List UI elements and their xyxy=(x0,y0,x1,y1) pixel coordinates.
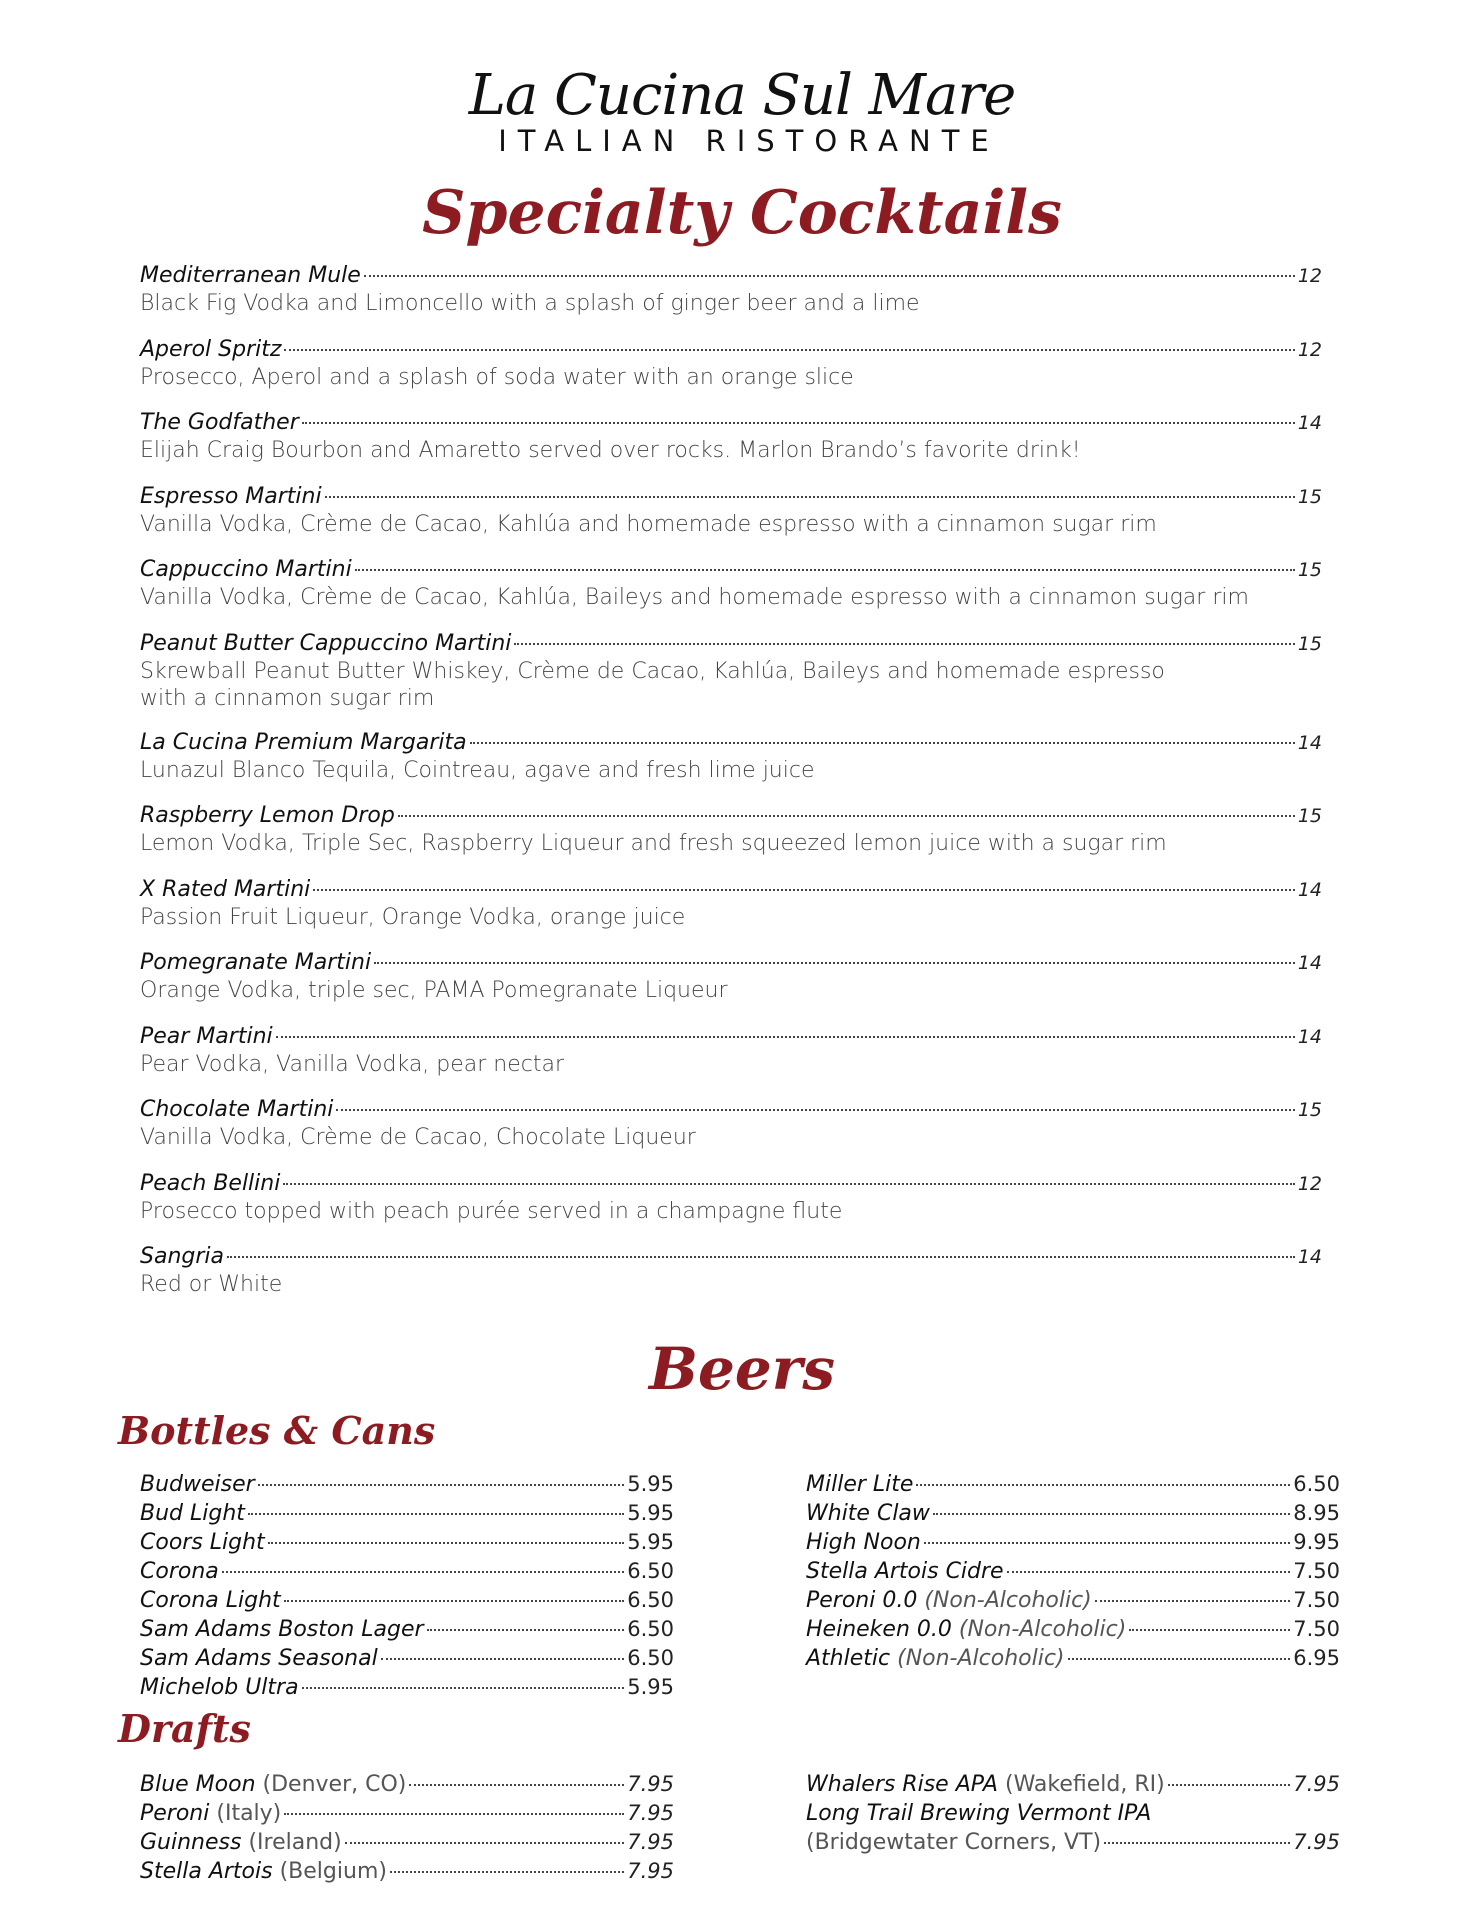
dot-leader xyxy=(268,1542,625,1544)
beer-item xyxy=(806,1644,1340,1673)
beer-item xyxy=(140,1799,674,1828)
dot-leader xyxy=(933,1513,1290,1515)
dot-leader xyxy=(1068,1658,1291,1660)
beer-price: 6.95 xyxy=(1293,1646,1340,1670)
dot-leader xyxy=(284,349,1294,351)
beer-name: Whalers Rise APA xyxy=(806,1772,998,1797)
beer-item xyxy=(140,1557,674,1586)
beer-note: (Non-Alcoholic) xyxy=(897,1646,1065,1671)
beer-name: White Claw xyxy=(806,1501,930,1526)
cocktail-price: 14 xyxy=(1297,878,1322,901)
beers-title: Beers xyxy=(648,1335,836,1403)
beer-origin: (Belgium) xyxy=(279,1859,387,1884)
beer-origin: (Ireland) xyxy=(248,1830,342,1855)
dot-leader xyxy=(364,275,1295,277)
beer-name: Corona Light xyxy=(140,1588,281,1613)
dot-leader xyxy=(924,1542,1290,1544)
beer-price: 7.95 xyxy=(627,1801,674,1825)
dot-leader xyxy=(390,1871,624,1873)
beer-name: Michelob Ultra xyxy=(140,1675,299,1700)
cocktail-name: Peach Bellini xyxy=(140,1170,281,1196)
cocktail-description: Vanilla Vodka, Crème de Cacao, Kahlúa, Baileys and homemade espresso with a cinnamon sugar rim xyxy=(140,585,1249,610)
cocktail-name: Sangria xyxy=(140,1244,224,1269)
cocktail-name: La Cucina Premium Margarita xyxy=(140,729,467,755)
dot-leader xyxy=(514,643,1294,645)
cocktail-description: Prosecco topped with peach purée served in a champagne flute xyxy=(140,1198,843,1224)
cocktail-item xyxy=(140,556,1322,630)
dot-leader xyxy=(355,569,1295,571)
dot-leader xyxy=(398,815,1295,817)
cocktail-name: Aperol Spritz xyxy=(140,336,282,362)
beer-price: 7.95 xyxy=(627,1772,674,1796)
cocktail-description: Elijah Craig Bourbon and Amaretto served over rocks. Marlon Brando’s favorite drink! xyxy=(140,438,1081,463)
beer-item xyxy=(140,1586,674,1615)
beer-note: (Non-Alcoholic) xyxy=(924,1588,1092,1613)
cocktail-name: Mediterranean Mule xyxy=(140,263,361,288)
beer-price: 8.95 xyxy=(1293,1501,1340,1525)
dot-leader xyxy=(302,1687,625,1689)
cocktail-item xyxy=(140,1170,1322,1244)
beer-price: 6.50 xyxy=(627,1588,674,1612)
cocktail-description: Lemon Vodka, Triple Sec, Raspberry Liqueur and fresh squeezed lemon juice with a sugar rim xyxy=(140,831,1167,856)
beer-item xyxy=(806,1499,1340,1528)
beer-name: Peroni xyxy=(140,1801,210,1826)
beer-item xyxy=(806,1470,1340,1499)
cocktail-item xyxy=(140,802,1322,876)
cocktail-name: The Godfather xyxy=(140,410,299,435)
cocktail-name: Chocolate Martini xyxy=(140,1097,334,1122)
dot-leader xyxy=(222,1571,624,1573)
restaurant-tagline: ITALIAN RISTORANTE xyxy=(498,124,1000,158)
cocktail-price: 12 xyxy=(1297,265,1322,287)
beer-item xyxy=(140,1673,674,1702)
cocktail-item xyxy=(140,336,1322,410)
dot-leader xyxy=(345,1842,625,1844)
beer-item xyxy=(140,1615,674,1644)
cocktail-description: Lunazul Blanco Tequila, Cointreau, agave and fresh lime juice xyxy=(140,757,815,783)
dot-leader xyxy=(1104,1842,1290,1844)
beer-item xyxy=(140,1528,674,1557)
cocktail-description: Passion Fruit Liqueur, Orange Vodka, orange juice xyxy=(140,904,686,930)
cocktail-item xyxy=(140,262,1322,336)
beer-item xyxy=(806,1586,1340,1615)
beer-note: (Non-Alcoholic) xyxy=(958,1617,1127,1642)
dot-leader xyxy=(302,422,1295,424)
beer-item xyxy=(806,1528,1340,1557)
beer-name: Sam Adams Boston Lager xyxy=(140,1617,424,1642)
beer-name: Coors Light xyxy=(140,1530,265,1555)
beer-item xyxy=(806,1557,1340,1586)
cocktail-item xyxy=(140,1096,1322,1170)
dot-leader xyxy=(1007,1571,1291,1573)
dot-leader xyxy=(381,1658,625,1660)
dot-leader xyxy=(916,1484,1290,1486)
beer-price: 5.95 xyxy=(627,1675,674,1699)
cocktail-name: Pomegranate Martini xyxy=(140,950,372,975)
cocktail-item xyxy=(140,409,1322,483)
dot-leader xyxy=(1095,1600,1290,1602)
beer-name: Budweiser xyxy=(140,1472,255,1497)
cocktail-item xyxy=(140,949,1322,1023)
beer-origin: (Bridgewtater Corners, VT) xyxy=(806,1830,1102,1855)
beer-name: Long Trail Brewing Vermont IPA xyxy=(806,1801,1152,1826)
beer-item xyxy=(140,1770,674,1799)
beer-name: Peroni 0.0 xyxy=(806,1588,918,1613)
dot-leader xyxy=(427,1629,625,1631)
cocktail-price: 14 xyxy=(1297,1025,1322,1048)
cocktail-item xyxy=(140,1023,1322,1097)
cocktail-item xyxy=(140,729,1322,803)
beer-price: 7.50 xyxy=(1293,1588,1340,1612)
beer-item xyxy=(140,1857,674,1886)
beer-item xyxy=(806,1770,1340,1799)
cocktail-item xyxy=(140,1243,1322,1317)
restaurant-name: La Cucina Sul Mare xyxy=(468,63,1016,128)
cocktail-description: Skrewball Peanut Butter Whiskey, Crème de Cacao, Kahlúa, Baileys and homemade espresso with a cinnamon sugar rim xyxy=(140,658,1165,711)
bottles-left-column xyxy=(140,1470,674,1702)
cocktail-description: Pear Vodka, Vanilla Vodka, pear nectar xyxy=(140,1051,565,1077)
dot-leader xyxy=(409,1784,624,1786)
beer-price: 6.50 xyxy=(627,1559,674,1583)
beer-name: Stella Artois xyxy=(140,1859,273,1884)
beer-name: Sam Adams Seasonal xyxy=(140,1646,378,1671)
dot-leader xyxy=(1168,1784,1291,1786)
cocktail-price: 15 xyxy=(1297,559,1322,581)
beer-name: Corona xyxy=(140,1559,219,1584)
cocktail-item xyxy=(140,876,1322,950)
beer-origin: (Wakefield, RI) xyxy=(1004,1772,1165,1797)
dot-leader xyxy=(258,1484,625,1486)
beer-price: 7.50 xyxy=(1293,1559,1340,1583)
dot-leader xyxy=(374,962,1295,964)
beer-name: Stella Artois Cidre xyxy=(806,1559,1004,1584)
drafts-title: Drafts xyxy=(118,1706,251,1751)
bottles-cans-title: Bottles & Cans xyxy=(118,1408,436,1453)
dot-leader xyxy=(313,889,1295,891)
cocktail-name: Raspberry Lemon Drop xyxy=(140,803,395,828)
beer-price: 6.50 xyxy=(627,1617,674,1641)
beer-price: 5.95 xyxy=(627,1530,674,1554)
dot-leader xyxy=(227,1256,1295,1258)
beer-price: 6.50 xyxy=(1293,1472,1340,1496)
cocktail-item xyxy=(140,630,1322,729)
dot-leader xyxy=(325,496,1295,498)
cocktail-name: Peanut Butter Cappuccino Martini xyxy=(140,630,512,656)
beer-price: 6.50 xyxy=(627,1646,674,1670)
cocktail-price: 12 xyxy=(1297,1172,1322,1195)
dot-leader xyxy=(284,1813,624,1815)
beer-price: 7.95 xyxy=(627,1859,674,1883)
cocktail-name: Pear Martini xyxy=(140,1023,273,1049)
cocktail-description: Vanilla Vodka, Crème de Cacao, Chocolate Liqueur xyxy=(140,1125,696,1150)
beer-price: 7.95 xyxy=(627,1830,674,1854)
dot-leader xyxy=(276,1036,1295,1038)
cocktail-name: X Rated Martini xyxy=(140,876,311,902)
cocktail-price: 12 xyxy=(1297,338,1322,361)
beer-price: 7.95 xyxy=(1293,1772,1340,1796)
beer-name: Bud Light xyxy=(140,1501,245,1526)
cocktail-description: Vanilla Vodka, Crème de Cacao, Kahlúa and homemade espresso with a cinnamon sugar rim xyxy=(140,511,1157,537)
cocktail-price: 15 xyxy=(1297,485,1322,508)
dot-leader xyxy=(284,1600,625,1602)
dot-leader xyxy=(283,1183,1294,1185)
beer-item xyxy=(140,1828,674,1857)
beer-item xyxy=(140,1499,674,1528)
beer-item xyxy=(806,1615,1340,1644)
beer-name: Guinness xyxy=(140,1830,242,1855)
beer-name: Heineken 0.0 xyxy=(806,1617,952,1642)
beer-name: Athletic xyxy=(806,1646,891,1671)
dot-leader xyxy=(470,742,1295,744)
beer-origin: (Denver, CO) xyxy=(262,1772,407,1797)
dot-leader xyxy=(248,1513,624,1515)
beer-item xyxy=(140,1644,674,1673)
beer-item xyxy=(806,1799,1340,1857)
beer-name: Blue Moon xyxy=(140,1772,256,1797)
cocktails-title: Specialty Cocktails xyxy=(422,178,1062,248)
cocktail-description: Orange Vodka, triple sec, PAMA Pomegranate Liqueur xyxy=(140,978,728,1003)
dot-leader xyxy=(1129,1629,1290,1631)
cocktail-price: 14 xyxy=(1297,731,1322,754)
cocktail-price: 15 xyxy=(1297,805,1322,827)
beer-price: 7.50 xyxy=(1293,1617,1340,1641)
drafts-left-column xyxy=(140,1770,674,1886)
restaurant-logo xyxy=(0,63,1484,158)
cocktail-price: 14 xyxy=(1297,952,1322,974)
cocktail-price: 15 xyxy=(1297,1099,1322,1121)
beer-origin: (Italy) xyxy=(216,1801,282,1826)
drafts-right-column xyxy=(806,1770,1340,1857)
dot-leader xyxy=(336,1109,1294,1111)
cocktail-description: Black Fig Vodka and Limoncello with a splash of ginger beer and a lime xyxy=(140,291,920,316)
cocktail-price: 14 xyxy=(1297,412,1322,434)
cocktail-list xyxy=(140,262,1322,1317)
cocktail-name: Cappuccino Martini xyxy=(140,557,352,582)
cocktail-price: 15 xyxy=(1297,632,1322,655)
beer-price: 7.95 xyxy=(1293,1830,1340,1854)
cocktail-description: Red or White xyxy=(140,1272,283,1297)
cocktail-name: Espresso Martini xyxy=(140,483,322,509)
beer-price: 9.95 xyxy=(1293,1530,1340,1554)
beer-price: 5.95 xyxy=(627,1472,674,1496)
beer-name: Miller Lite xyxy=(806,1472,914,1497)
bottles-right-column xyxy=(806,1470,1340,1673)
beer-item xyxy=(140,1470,674,1499)
cocktail-item xyxy=(140,483,1322,557)
cocktail-description: Prosecco, Aperol and a splash of soda water with an orange slice xyxy=(140,364,854,390)
beer-name: High Noon xyxy=(806,1530,921,1555)
cocktail-price: 14 xyxy=(1297,1246,1322,1268)
beer-price: 5.95 xyxy=(627,1501,674,1525)
